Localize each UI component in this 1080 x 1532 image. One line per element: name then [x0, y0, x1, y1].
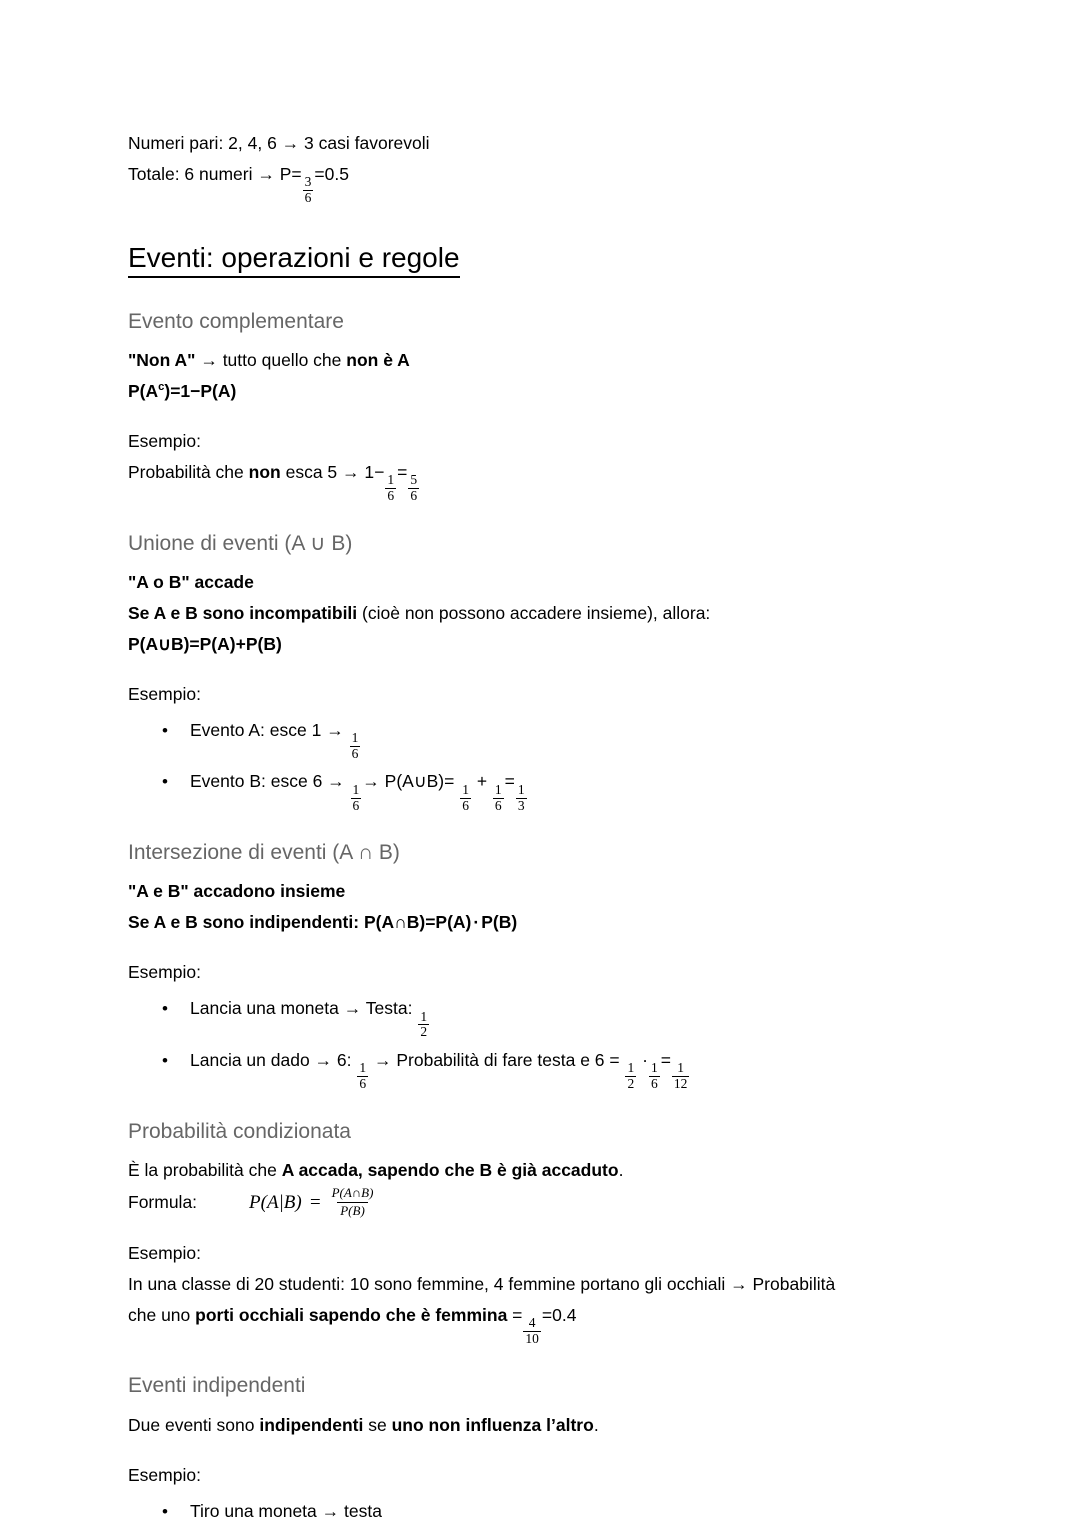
esempio2-prefix: che uno: [128, 1304, 196, 1325]
condizionata-definition: [128, 1155, 952, 1186]
complementare-formula: [128, 376, 952, 407]
fraction-numerator: 4: [528, 1315, 536, 1331]
fraction-1-6: [350, 731, 361, 761]
formula-label: Formula:: [128, 1191, 198, 1212]
fraction-1-6-b: [460, 783, 471, 813]
fraction-denominator: 6: [351, 745, 359, 761]
unione-line-2: [128, 598, 952, 629]
fraction-numerator: 1: [627, 1060, 635, 1076]
esempio2-bold: porti occhiali sapendo che è femmina: [195, 1304, 508, 1325]
intersezione-line2-tail: P(B): [481, 912, 518, 933]
condizionata-prefix: È la probabilità che: [128, 1159, 282, 1180]
fraction-denominator: 6: [352, 797, 360, 813]
fraction-denominator: 6: [304, 190, 312, 206]
fraction-numerator: 1: [359, 1060, 367, 1076]
fraction-denominator: 3: [517, 797, 525, 813]
spacer: [128, 1219, 952, 1238]
fraction-denominator: 6: [494, 797, 502, 813]
non-a-emphasis: non è A: [346, 349, 410, 370]
intersezione-bullet-list: [128, 988, 952, 1091]
heading-unione-di-eventi: Unione di eventi (A ∪ B): [128, 531, 353, 555]
intro-line-totale: [128, 159, 952, 206]
page-title-wrap: [128, 206, 952, 278]
list-item: [190, 761, 952, 813]
heading-probabilita-condizionata: Probabilità condizionata: [128, 1119, 351, 1143]
page-title: Eventi: operazioni e regole: [128, 240, 460, 278]
list-item: [190, 988, 952, 1040]
fraction-1-12: [672, 1061, 690, 1091]
esempio-equals: =: [397, 461, 408, 482]
list-item: [190, 710, 952, 762]
intersezione-line-2: [128, 907, 952, 938]
fraction-numerator: 1: [677, 1060, 685, 1076]
fraction-denominator: 6: [410, 487, 418, 503]
lancia-dado-equals: =: [660, 1050, 671, 1071]
conditional-probability-formula: [249, 1186, 376, 1219]
fraction-1-6-b: [649, 1061, 660, 1091]
unione-esempio-label: Esempio:: [128, 683, 201, 704]
section-eventi-indipendenti: [128, 1372, 952, 1531]
fraction-numerator: 3: [304, 174, 312, 190]
fraction-numerator: 1: [387, 472, 395, 488]
formula-close: )=1−P(A): [164, 380, 237, 401]
indipendenti-suffix: .: [593, 1414, 599, 1435]
fraction-1-2-b: [625, 1061, 636, 1091]
unione-formula: P(A∪B)=P(A)+P(B): [128, 633, 282, 654]
fraction-numerator: 1: [420, 1008, 428, 1024]
evento-b-text: Evento B: esce 6 →: [190, 771, 350, 792]
fraction-1-6-c: [493, 783, 504, 813]
list-item: [190, 1040, 952, 1092]
fraction-1-2: [418, 1010, 429, 1040]
fraction-denominator: 6: [650, 1076, 658, 1092]
fraction-numerator: 1: [494, 781, 502, 797]
indipendenti-bold-1: indipendenti: [259, 1414, 364, 1435]
tiro-moneta-text: Tiro una moneta → testa: [190, 1500, 382, 1521]
lancia-moneta-text: Lancia una moneta → Testa:: [190, 998, 418, 1019]
esempio2-equals: =: [507, 1304, 523, 1325]
heading-evento-complementare: Evento complementare: [128, 309, 344, 333]
complementare-esempio: [128, 457, 952, 504]
spacer: [128, 660, 952, 679]
section-probabilita-condizionata: [128, 1118, 952, 1347]
fraction-denominator: 12: [673, 1076, 688, 1092]
formula-fraction: [329, 1186, 377, 1219]
formula-lhs: P(A|B): [249, 1191, 302, 1213]
complementare-esempio-label: Esempio:: [128, 430, 201, 451]
spacer: [128, 938, 952, 957]
fraction-denominator: P(B): [337, 1202, 368, 1219]
intersezione-line2-suffix: : P(A∩B)=P(A): [353, 912, 472, 933]
totale-prefix: Totale: 6 numeri → P=: [128, 164, 302, 184]
lancia-dado-dot: ·: [637, 1050, 648, 1071]
fraction-numerator: 1: [352, 781, 360, 797]
unione-line2-suffix: (cioè non possono accadere insieme), allora:: [357, 602, 711, 623]
indipendenti-bullet-list: [128, 1491, 952, 1532]
fraction-4-10: [523, 1316, 541, 1346]
fraction-denominator: 2: [627, 1076, 635, 1092]
section-intersezione-di-eventi: [128, 839, 952, 1092]
fraction-numerator: P(A∩B): [331, 1184, 374, 1200]
fraction-5-6: [408, 473, 419, 503]
esempio-bold-non: non: [248, 461, 281, 482]
section-evento-complementare: [128, 308, 952, 504]
intersezione-dot: ·: [473, 912, 480, 933]
esempio-prefix: Probabilità che: [128, 461, 249, 482]
indipendenti-bold-2: uno non influenza l’altro: [391, 1414, 594, 1435]
fraction-numerator: 5: [410, 472, 418, 488]
condizionata-esempio-label: Esempio:: [128, 1242, 201, 1263]
fraction-numerator: 1: [462, 781, 469, 797]
condizionata-suffix: .: [618, 1159, 624, 1180]
indipendenti-mid: se: [363, 1414, 392, 1435]
formula-superscript-c: c: [158, 381, 165, 394]
fraction-numerator: 1: [650, 1060, 658, 1076]
intersezione-line2-prefix: Se: [128, 912, 154, 933]
fraction-1-6: [385, 473, 396, 503]
spacer: [128, 1441, 952, 1460]
fraction-1-6: [351, 783, 362, 813]
non-a-middle: → tutto quello che: [195, 349, 347, 370]
intersezione-line-1: "A e B" accadono insieme: [128, 881, 346, 902]
fraction-1-6: [357, 1061, 368, 1091]
formula-open: P(A: [128, 380, 159, 401]
non-a-label: "Non A": [128, 349, 196, 370]
totale-suffix: =0.5: [314, 164, 349, 184]
condizionata-esempio-line-2: [128, 1300, 952, 1347]
indipendenti-esempio-label: Esempio:: [128, 1464, 201, 1485]
formula-equals: =: [308, 1191, 322, 1213]
section-unione-di-eventi: [128, 530, 952, 814]
lancia-dado-mid: → Probabilità di fare testa e 6 =: [369, 1050, 625, 1071]
indipendenti-prefix: Due eventi sono: [128, 1414, 260, 1435]
fraction-numerator: 1: [351, 730, 359, 746]
unione-line-1: "A o B" accade: [128, 571, 254, 592]
intersezione-esempio-label: Esempio:: [128, 962, 201, 983]
evento-b-plus: +: [471, 771, 492, 792]
lancia-dado-text: Lancia un dado → 6:: [190, 1050, 357, 1071]
evento-b-mid: → P(A∪B)=: [362, 771, 460, 792]
fraction-denominator: 6: [359, 1076, 367, 1092]
spacer: [128, 407, 952, 426]
unione-line2-prefix: Se: [128, 602, 154, 623]
esempio-mid: esca 5 → 1−: [280, 461, 385, 482]
intro-line-numeri-pari: Numeri pari: 2, 4, 6 → 3 casi favorevoli: [128, 133, 430, 153]
fraction-denominator: 6: [462, 797, 469, 813]
fraction-numerator: 1: [517, 781, 525, 797]
condizionata-formula-row: [128, 1186, 952, 1219]
heading-eventi-indipendenti: Eventi indipendenti: [128, 1374, 306, 1398]
unione-line2-bold: A e B sono incompatibili: [153, 602, 358, 623]
fraction-3-6: [303, 175, 314, 205]
complementare-definition: [128, 345, 952, 376]
condizionata-esempio-line-1: In una classe di 20 studenti: 10 sono femmine, 4 femmine portano gli occhiali → Probabilità: [128, 1273, 836, 1294]
fraction-denominator: 2: [420, 1024, 428, 1040]
intersezione-line2-bold: A e B sono indipendenti: [153, 912, 354, 933]
fraction-1-3: [516, 783, 527, 813]
heading-intersezione-di-eventi: Intersezione di eventi (A ∩ B): [128, 841, 400, 865]
indipendenti-definition: [128, 1410, 952, 1441]
fraction-denominator: 6: [387, 487, 395, 503]
condizionata-bold: A accada, sapendo che B è già accaduto: [281, 1159, 619, 1180]
unione-bullet-list: [128, 710, 952, 813]
evento-b-equals: =: [504, 771, 515, 792]
fraction-denominator: 10: [525, 1330, 539, 1346]
list-item: [190, 1491, 952, 1532]
esempio2-suffix: =0.4: [541, 1304, 577, 1325]
evento-a-text: Evento A: esce 1 →: [190, 719, 349, 740]
